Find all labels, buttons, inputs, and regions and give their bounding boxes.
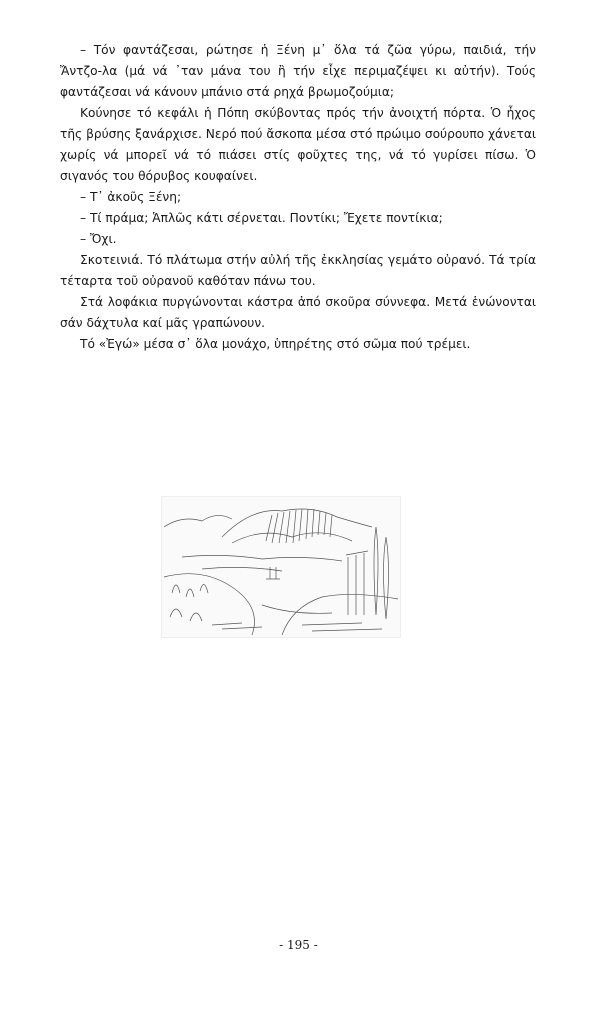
paragraph: Σκοτεινιά. Τό πλάτωμα στήν αὐλή τῆς ἐκκλησίας γεμάτο οὐρανό. Τά τρία τέταρτα τοῦ οὐρανοῦ καθόταν πάνω του. (60, 253, 536, 288)
paragraph: – Τί πράμα; Ἁπλῶς κάτι σέρνεται. Ποντίκι; Ἔχετε ποντίκια; (80, 211, 443, 225)
landscape-sketch (161, 496, 401, 638)
paragraph: – Ὄχι. (80, 232, 117, 246)
paragraph: Κούνησε τό κεφάλι ἡ Πόπη σκύβοντας πρός τήν ἀνοιχτή πόρτα. Ὁ ἦχος τῆς βρύσης ξανάρχισε. Νερό πού ἄσκοπα μέσα στό πρώιμο σούρουπο χάνεται χωρίς νά μπορεῖ νά τό πιάσει στίς φοῦχτες της, νά τό γυρίσει πίσω. Ὁ σιγανός του θόρυβος κουφαίνει. (60, 106, 536, 183)
body-text (60, 40, 536, 355)
paragraph: Τό «Ἐγώ» μέσα σ᾽ ὅλα μονάχο, ὑπηρέτης στό σῶμα πού τρέμει. (80, 337, 471, 351)
paragraph: Στά λοφάκια πυργώνονται κάστρα ἀπό σκοῦρα σύννεφα. Μετά ἑνώνονται σάν δάχτυλα καί μᾶς γραπώνουν. (60, 295, 536, 330)
sketch-drawing (162, 497, 400, 637)
paragraph: – Τ᾽ ἀκοῦς Ξένη; (80, 190, 182, 204)
page-number: - 195 - (279, 938, 318, 952)
paragraph: – Τόν φαντάζεσαι, ρώτησε ἡ Ξένη μ᾽ ὅλα τά ζῶα γύρω, παιδιά, τήν Ἄντζο-λα (μά νά ᾽ταν μάνα του ἢ τήν εἶχε περιμαζέψει κι αὐτήν). Τούς φαντάζεσαι νά κάνουν μπάνιο στά ρηχά βρωμοζούμια; (60, 43, 536, 99)
